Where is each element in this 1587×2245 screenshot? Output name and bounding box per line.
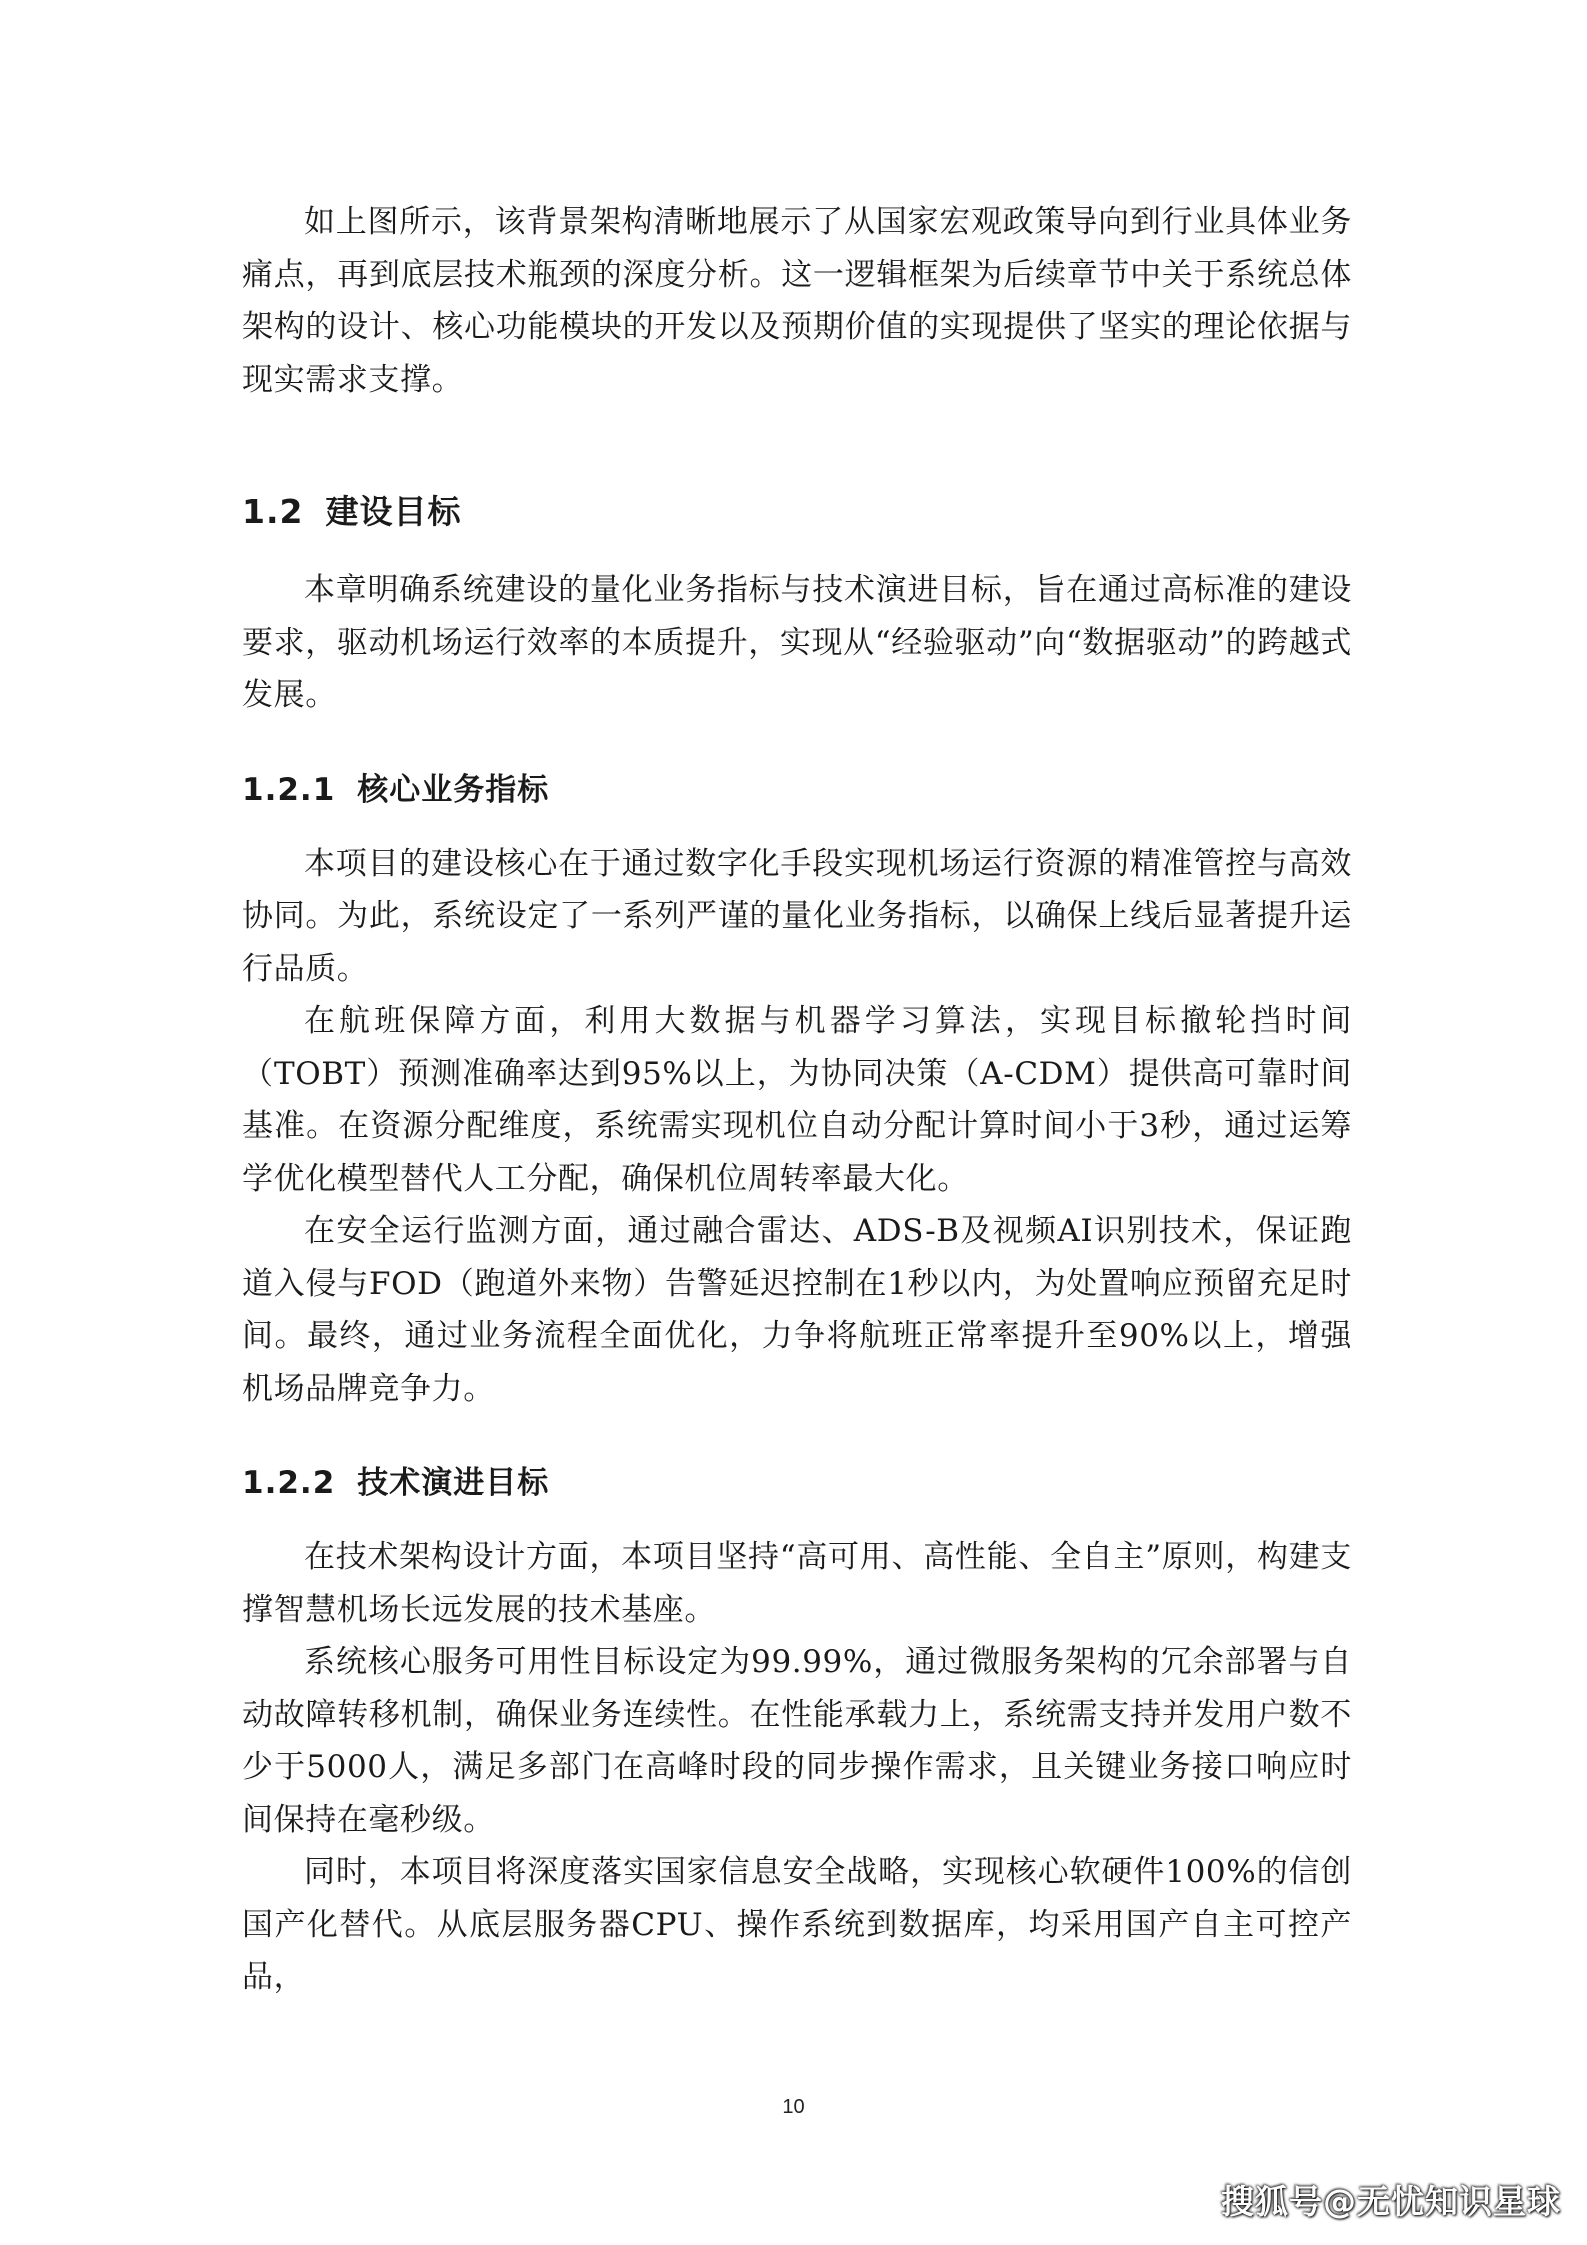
section-title: 建设目标 — [325, 492, 462, 531]
paragraph: 在技术架构设计方面，本项目坚持“高可用、高性能、全自主”原则，构建支撑智慧机场长远发展的技术基座。 — [242, 1539, 1352, 1628]
section-title: 技术演进目标 — [357, 1465, 550, 1501]
page-content — [242, 196, 1352, 2004]
section-1-2-paragraph: 本章明确系统建设的量化业务指标与技术演进目标，旨在通过高标准的建设要求，驱动机场运行效率的本质提升，实现从“经验驱动”向“数据驱动”的跨越式发展。 — [242, 572, 1352, 713]
paragraph: 在安全运行监测方面，通过融合雷达、ADS-B及视频AI识别技术，保证跑道入侵与FOD（跑道外来物）告警延迟控制在1秒以内，为处置响应预留充足时间。最终，通过业务流程全面优化，力争将航班正常率提升至90%以上，增强机场品牌竞争力。 — [242, 1213, 1352, 1407]
paragraph: 本项目的建设核心在于通过数字化手段实现机场运行资源的精准管控与高效协同。为此，系统设定了一系列严谨的量化业务指标，以确保上线后显著提升运行品质。 — [242, 845, 1352, 987]
intro-paragraph: 如上图所示，该背景架构清晰地展示了从国家宏观政策导向到行业具体业务痛点，再到底层技术瓶颈的深度分析。这一逻辑框架为后续章节中关于系统总体架构的设计、核心功能模块的开发以及预期价值的实现提供了坚实的理论依据与现实需求支撑。 — [242, 204, 1352, 398]
section-heading-1-2-1 — [242, 762, 1352, 818]
section-heading-1-2 — [242, 482, 1352, 542]
paragraph: 同时，本项目将深度落实国家信息安全战略，实现核心软硬件100%的信创国产化替代。从底层服务器CPU、操作系统到数据库，均采用国产自主可控产品， — [242, 1854, 1352, 1995]
section-number: 1.2.1 — [242, 771, 336, 808]
section-heading-1-2-2 — [242, 1455, 1352, 1511]
section-title: 核心业务指标 — [357, 771, 550, 808]
paragraph: 系统核心服务可用性目标设定为99.99%，通过微服务架构的冗余部署与自动故障转移机制，确保业务连续性。在性能承载力上，系统需支持并发用户数不少于5000人，满足多部门在高峰时段的同步操作需求，且关键业务接口响应时间保持在毫秒级。 — [242, 1644, 1352, 1838]
section-number: 1.2.2 — [242, 1465, 336, 1501]
section-number: 1.2 — [242, 492, 304, 531]
watermark: 搜狐号@无忧知识星球 — [1221, 2182, 1561, 2221]
paragraph: 在航班保障方面，利用大数据与机器学习算法，实现目标撤轮挡时间（TOBT）预测准确率达到95%以上，为协同决策（A-CDM）提供高可靠时间基准。在资源分配维度，系统需实现机位自动分配计算时间小于3秒，通过运筹学优化模型替代人工分配，确保机位周转率最大化。 — [242, 1003, 1352, 1197]
page-number: 10 — [782, 2096, 805, 2118]
